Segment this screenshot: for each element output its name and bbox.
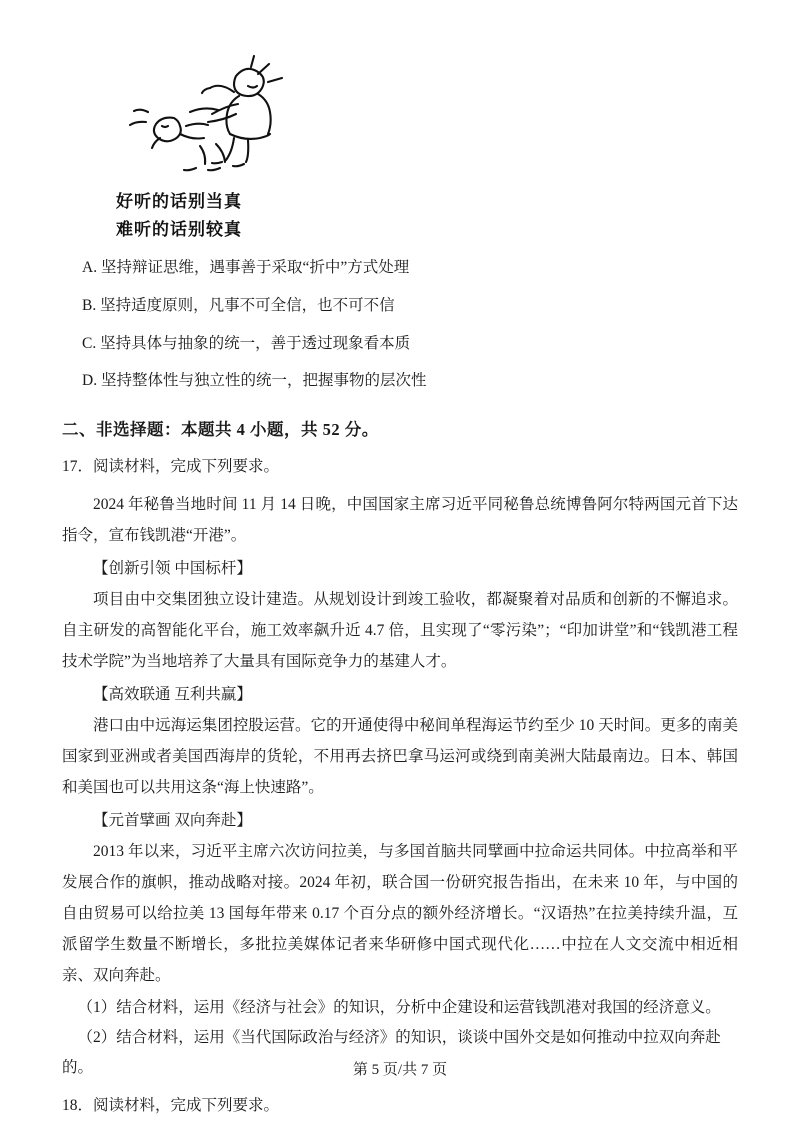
section-heading: 二、非选择题：本题共 4 小题，共 52 分。 [62, 420, 379, 440]
cartoon-two-figures [108, 52, 308, 187]
question-17-intro: 2024 年秘鲁当地时间 11 月 14 日晚，中国国家主席习近平同秘鲁总统博鲁阿尔特两国元首下达指令，宣布钱凯港“开港”。 [62, 495, 738, 544]
option-b-text: 坚持适度原则，凡事不可全信，也不可不信 [100, 296, 395, 314]
page-footer [0, 1058, 800, 1079]
page-number-label: 第 5 页/共 7 页 [352, 1062, 448, 1078]
question-17-ask-1: （1）结合材料，运用《经济与社会》的知识，分析中企建设和运营钱凯港对我国的经济意义。 [77, 998, 721, 1016]
question-17-sub3-text: 2013 年以来，习近平主席六次访问拉美，与多国首脑共同擘画中拉命运共同体。中拉高举和平发展合作的旗帜，推动战略对接。2024 年初，联合国一份研究报告指出，在未来 10 年，与中国的自由贸易可以给拉美 13 国每年带来 0.17 个百分点的额外经济增长。“汉语热”在拉美持续升温，互派留学生数量不断增长，多批拉美媒体记者来华研修中国式现代化……中拉在人文交流中相近相亲、双向奔赴。 [62, 842, 738, 984]
question-17-number: 17．阅读材料，完成下列要求。 [62, 458, 280, 476]
option-b [82, 294, 738, 319]
option-b-letter: B. [82, 296, 97, 314]
option-d-letter: D. [82, 372, 98, 390]
question-17 [62, 454, 738, 1083]
question-17-sub3-title: 【元首擘画 双向奔赴】 [93, 811, 252, 829]
question-17-sub2-title: 【高效联通 互利共赢】 [93, 685, 252, 703]
option-d-text: 坚持整体性与独立性的统一，把握事物的层次性 [100, 372, 427, 390]
option-a-letter: A. [82, 259, 98, 276]
question-17-sub1-title: 【创新引领 中国标杆】 [93, 559, 252, 577]
option-d [82, 369, 738, 394]
question-17-sub1-text: 项目由中交集团独立设计建造。从规划设计到竣工验收，都凝聚着对品质和创新的不懈追求。自主研发的高智能化平台，施工效率飙升近 4.7 倍，且实现了“零污染”；“印加讲堂”和“钱凯港工程技术学院”为当地培养了大量具有国际竞争力的基建人才。 [62, 590, 738, 670]
question-18-number: 18．阅读材料，完成下列要求。 [62, 1097, 280, 1115]
cartoon-figure [108, 52, 308, 242]
question-17-ask-2: （2）结合材料，运用《当代国际政治与经济》的知识，谈谈中国外交是如何推动中拉双向奔赴的。 [62, 1028, 721, 1076]
option-a [82, 256, 738, 281]
question-18 [62, 1093, 738, 1119]
option-c-text: 坚持具体与抽象的统一，善于透过现象看本质 [100, 334, 411, 352]
figure-caption-line2: 难听的话别较真 [116, 219, 242, 239]
option-c-letter: C. [82, 334, 97, 352]
option-a-text: 坚持辩证思维，遇事善于采取“折中”方式处理 [100, 259, 410, 276]
option-c [82, 332, 738, 357]
question-17-sub2-text: 港口由中远海运集团控股运营。它的开通使得中秘间单程海运节约至少 10 天时间。更多的南美国家到亚洲或者美国西海岸的货轮，不用再去挤巴拿马运河或绕到南美洲大陆最南边。日本、韩国和美国也可以共用这条“海上快速路”。 [62, 716, 738, 796]
figure-caption-line1: 好听的话别当真 [116, 192, 242, 211]
option-list [62, 256, 738, 394]
